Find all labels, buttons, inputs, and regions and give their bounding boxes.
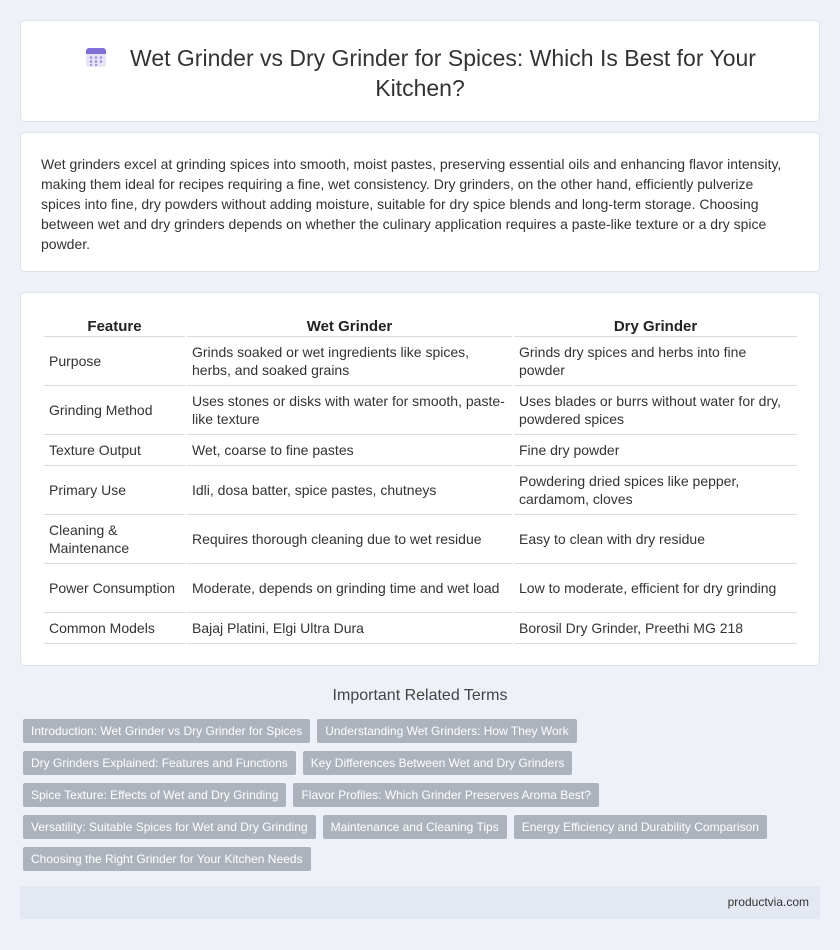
page-title-text: Wet Grinder vs Dry Grinder for Spices: Which Is Best for Your Kitchen? bbox=[130, 45, 756, 101]
intro-paragraph: Wet grinders excel at grinding spices into smooth, moist pastes, preserving essential oils and enhancing flavor intensity, making them ideal for recipes requiring a fine, wet consistency. Dry grinders, on the other hand, efficiently pulverize spices into fine, dry powders without adding moisture, suitable for dry spice blends and long-term storage. Choosing between wet and dry grinders depends on whether the culinary application requires a paste-like texture or a dry spice powder. bbox=[41, 156, 782, 252]
calendar-icon bbox=[84, 45, 108, 69]
intro-card bbox=[20, 132, 820, 272]
table-cell: Low to moderate, efficient for dry grinding bbox=[514, 564, 797, 613]
table-cell: Easy to clean with dry residue bbox=[514, 515, 797, 564]
column-header: Dry Grinder bbox=[514, 315, 797, 337]
related-terms-list bbox=[23, 719, 783, 879]
table-cell: Primary Use bbox=[44, 466, 185, 515]
table-cell: Wet, coarse to fine pastes bbox=[187, 435, 512, 466]
table-cell: Grinding Method bbox=[44, 386, 185, 435]
table-cell: Common Models bbox=[44, 613, 185, 644]
footer bbox=[20, 886, 820, 919]
table-cell: Bajaj Platini, Elgi Ultra Dura bbox=[187, 613, 512, 644]
related-term-tag[interactable]: Versatility: Suitable Spices for Wet and Dry Grinding bbox=[23, 815, 316, 839]
table-row bbox=[44, 466, 797, 515]
table-cell: Grinds soaked or wet ingredients like spices, herbs, and soaked grains bbox=[187, 337, 512, 386]
related-term-tag[interactable]: Flavor Profiles: Which Grinder Preserves Aroma Best? bbox=[293, 783, 598, 807]
table-header-row bbox=[44, 315, 797, 337]
table-cell: Idli, dosa batter, spice pastes, chutneys bbox=[187, 466, 512, 515]
related-term-tag[interactable]: Maintenance and Cleaning Tips bbox=[323, 815, 507, 839]
related-term-tag[interactable]: Key Differences Between Wet and Dry Grinders bbox=[303, 751, 573, 775]
table-cell: Uses blades or burrs without water for dry, powdered spices bbox=[514, 386, 797, 435]
table-cell: Fine dry powder bbox=[514, 435, 797, 466]
table-row bbox=[44, 435, 797, 466]
footer-site-link[interactable]: productvia.com bbox=[727, 895, 809, 909]
table-cell: Cleaning & Maintenance bbox=[44, 515, 185, 564]
table-row bbox=[44, 564, 797, 613]
table-cell: Requires thorough cleaning due to wet residue bbox=[187, 515, 512, 564]
table-row bbox=[44, 337, 797, 386]
table-cell: Grinds dry spices and herbs into fine powder bbox=[514, 337, 797, 386]
related-term-tag[interactable]: Introduction: Wet Grinder vs Dry Grinder for Spices bbox=[23, 719, 310, 743]
column-header: Feature bbox=[44, 315, 185, 337]
table-cell: Borosil Dry Grinder, Preethi MG 218 bbox=[514, 613, 797, 644]
page-title bbox=[61, 43, 779, 103]
related-term-tag[interactable]: Spice Texture: Effects of Wet and Dry Grinding bbox=[23, 783, 286, 807]
table-row bbox=[44, 613, 797, 644]
table-cell: Purpose bbox=[44, 337, 185, 386]
related-term-tag[interactable]: Energy Efficiency and Durability Comparison bbox=[514, 815, 767, 839]
table-row bbox=[44, 515, 797, 564]
column-header: Wet Grinder bbox=[187, 315, 512, 337]
comparison-table bbox=[42, 315, 799, 644]
header-card bbox=[20, 20, 820, 122]
table-cell: Moderate, depends on grinding time and wet load bbox=[187, 564, 512, 613]
related-term-tag[interactable]: Dry Grinders Explained: Features and Functions bbox=[23, 751, 296, 775]
comparison-table-card bbox=[20, 292, 820, 666]
table-cell: Texture Output bbox=[44, 435, 185, 466]
table-cell: Uses stones or disks with water for smooth, paste-like texture bbox=[187, 386, 512, 435]
table-row bbox=[44, 386, 797, 435]
table-cell: Power Consumption bbox=[44, 564, 185, 613]
related-terms-heading: Important Related Terms bbox=[332, 687, 508, 704]
related-term-tag[interactable]: Understanding Wet Grinders: How They Work bbox=[317, 719, 576, 743]
table-cell: Powdering dried spices like pepper, cardamom, cloves bbox=[514, 466, 797, 515]
related-term-tag[interactable]: Choosing the Right Grinder for Your Kitchen Needs bbox=[23, 847, 311, 871]
